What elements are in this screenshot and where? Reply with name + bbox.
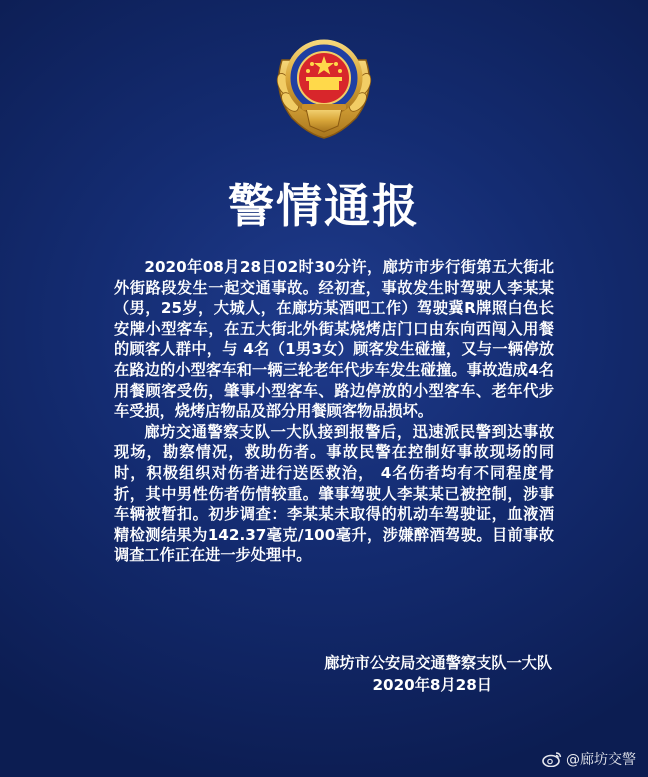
weibo-icon	[542, 751, 562, 767]
notice-paragraph: 廊坊交通警察支队一大队接到报警后，迅速派民警到达事故现场，勘察情况，救助伤者。事故民警在控制好事故现场的同时，积极组织对伤者进行送医救治， 4名伤者均有不同程度骨折，其中男性伤者伤情较重。肇事驾驶人李某某已被控制，涉事车辆被暂扣。初步调查：李某某未取得的机动车驾驶证，血液酒精检测结果为142.37毫克/100毫升，涉嫌醉酒驾驶。目前事故调查工作正在进一步处理中。	[114, 422, 554, 565]
police-emblem-icon	[262, 22, 386, 142]
weibo-watermark	[542, 749, 636, 769]
notice-paragraph: 2020年08月28日02时30分许，廊坊市步行街第五大街北外街路段发生一起交通事故。经初查，事故发生时驾驶人李某某（男，25岁，大城人，在廊坊某酒吧工作）驾驶冀R牌照白色长安牌小型客车，在五大街北外街某烧烤店门口由东向西闯入用餐的顾客人群中，与 4名（1男3女）顾客发生碰撞，又与一辆停放在路边的小型客车和一辆三轮老年代步车发生碰撞。事故造成4名用餐顾客受伤，肇事小型客车、路边停放的小型客车、老年代步车受损，烧烤店物品及部分用餐顾客物品损坏。	[114, 258, 554, 421]
watermark-text: @廊坊交警	[566, 752, 636, 768]
signature-date: 2020年8月28日	[372, 676, 492, 694]
page-title: 警情通报	[228, 179, 420, 233]
notice-body	[114, 257, 554, 566]
signature-org: 廊坊市公安局交通警察支队一大队	[324, 654, 552, 672]
signature-block	[324, 652, 552, 696]
